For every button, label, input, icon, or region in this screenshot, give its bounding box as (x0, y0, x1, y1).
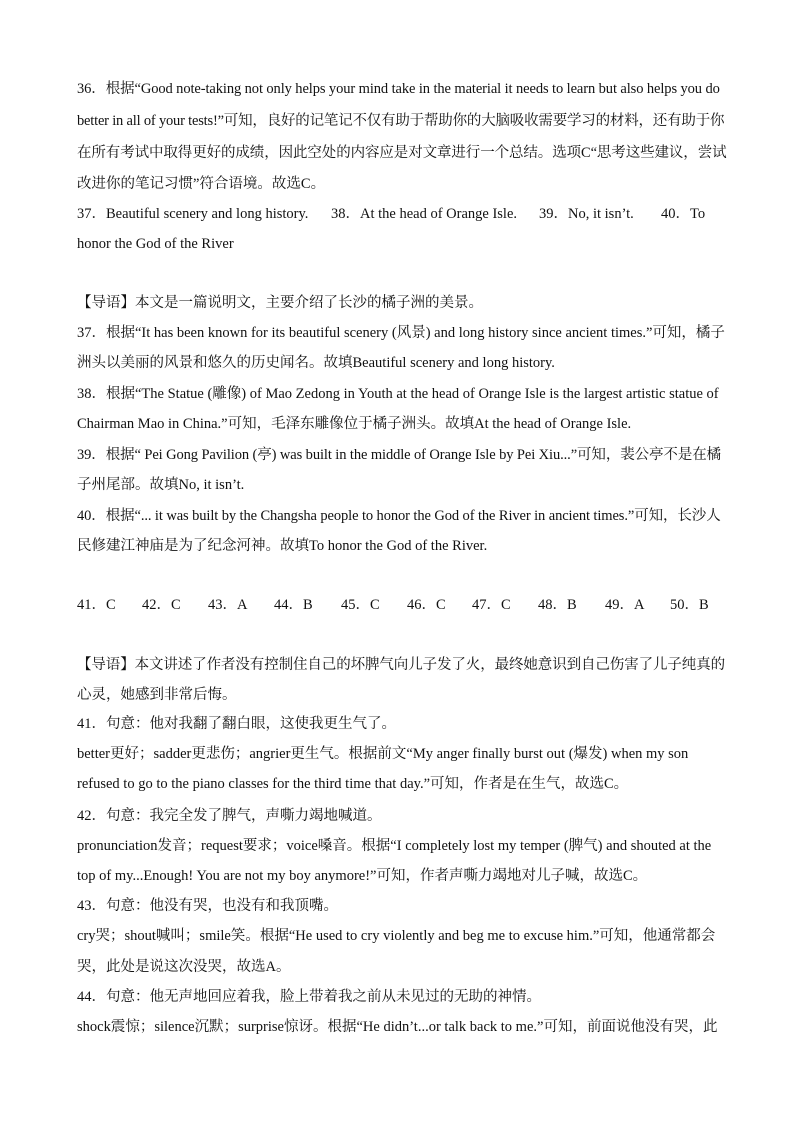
q41-line-1: 41．句意：他对我翻了翻白眼，这使我更生气了。 (77, 716, 396, 732)
q36-line-1: 36．根据“Good note-taking not only helps your mind take in the material it needs to learn but also helps you do (77, 81, 720, 97)
q44-line-1: 44．句意：他无声地回应着我，脸上带着我之前从未见过的无助的神情。 (77, 989, 541, 1005)
answer-38: 38．At the head of Orange Isle. (331, 206, 518, 222)
answer-45: 45．C (341, 597, 380, 613)
answer-48: 48．B (538, 597, 577, 613)
q42-line-2: pronunciation发音；request要求；voice嗓音。根据“I completely lost my temper (脾气) and shouted at the (77, 838, 712, 854)
q36-line-4: 改进你的笔记习惯”符合语境。故选C。 (77, 176, 326, 192)
q41-line-2: better更好；sadder更悲伤；angrier更生气。根据前文“My anger finally burst out (爆发) when my son (77, 746, 689, 762)
answer-50: 50．B (670, 597, 709, 613)
q43-line-3: 哭，此处是说这次没哭，故选A。 (77, 959, 291, 975)
q37-line-2: 洲头以美丽的风景和悠久的历史闻名。故填Beautiful scenery and long history. (77, 355, 555, 371)
answer-46: 46．C (407, 597, 446, 613)
answer-49: 49．A (605, 597, 645, 613)
guide-intro-2-line-1: 【导语】本文讲述了作者没有控制住自己的坏脾气向儿子发了火，最终她意识到自己伤害了儿子纯真的 (77, 657, 725, 673)
answer-37: 37．Beautiful scenery and long history. (77, 206, 309, 222)
answer-40-continuation: honor the God of the River (77, 236, 234, 252)
answer-47: 47．C (472, 597, 511, 613)
answer-42: 42．C (142, 597, 181, 613)
answer-43: 43．A (208, 597, 248, 613)
q43-line-2: cry哭；shout喊叫；smile笑。根据“He used to cry violently and beg me to excuse him.”可知，他通常都会 (77, 928, 716, 944)
guide-intro-1: 【导语】本文是一篇说明文，主要介绍了长沙的橘子洲的美景。 (77, 295, 483, 311)
q40-line-1: 40．根据“... it was built by the Changsha people to honor the God of the River in ancient times.”可知，长沙人 (77, 508, 721, 524)
answer-44: 44．B (274, 597, 313, 613)
q42-line-3: top of my...Enough! You are not my boy anymore!”可知，作者声嘶力竭地对儿子喊，故选C。 (77, 868, 648, 884)
answer-39: 39．No, it isn’t. (539, 206, 634, 222)
answer-41: 41．C (77, 597, 116, 613)
guide-intro-2-line-2: 心灵，她感到非常后悔。 (77, 687, 237, 703)
q39-line-1: 39．根据“ Pei Gong Pavilion (亭) was built in the middle of Orange Isle by Pei Xiu...”可知，裴公亭不是在橘 (77, 447, 722, 463)
q43-line-1: 43．句意：他没有哭，也没有和我顶嘴。 (77, 898, 338, 914)
q42-line-1: 42．句意：我完全发了脾气，声嘶力竭地喊道。 (77, 808, 382, 824)
answer-40: 40．To (661, 206, 706, 222)
q37-line-1: 37．根据“It has been known for its beautiful scenery (风景) and long history since ancient times.”可知，橘子 (77, 325, 725, 341)
q36-line-2: better in all of your tests!”可知，良好的记笔记不仅有助于帮助你的大脑吸收需要学习的材料，还有助于你 (77, 113, 725, 129)
answer-row-37-40 (77, 204, 727, 224)
answer-row-41-50 (77, 595, 727, 615)
q40-line-2: 民修建江神庙是为了纪念河神。故填To honor the God of the River. (77, 538, 488, 554)
q36-line-3: 在所有考试中取得更好的成绩，因此空处的内容应是对文章进行一个总结。选项C“思考这些建议，尝试 (77, 145, 727, 161)
q38-line-1: 38．根据“The Statue (雕像) of Mao Zedong in Youth at the head of Orange Isle is the largest artistic statue of (77, 386, 719, 402)
q41-line-3: refused to go to the piano classes for the third time that day.”可知，作者是在生气，故选C。 (77, 776, 629, 792)
q38-line-2: Chairman Mao in China.”可知，毛泽东雕像位于橘子洲头。故填At the head of Orange Isle. (77, 416, 632, 432)
q44-line-2: shock震惊；silence沉默；surprise惊讶。根据“He didn’t...or talk back to me.”可知，前面说他没有哭，此 (77, 1019, 718, 1035)
q39-line-2: 子州尾部。故填No, it isn’t. (77, 477, 245, 493)
